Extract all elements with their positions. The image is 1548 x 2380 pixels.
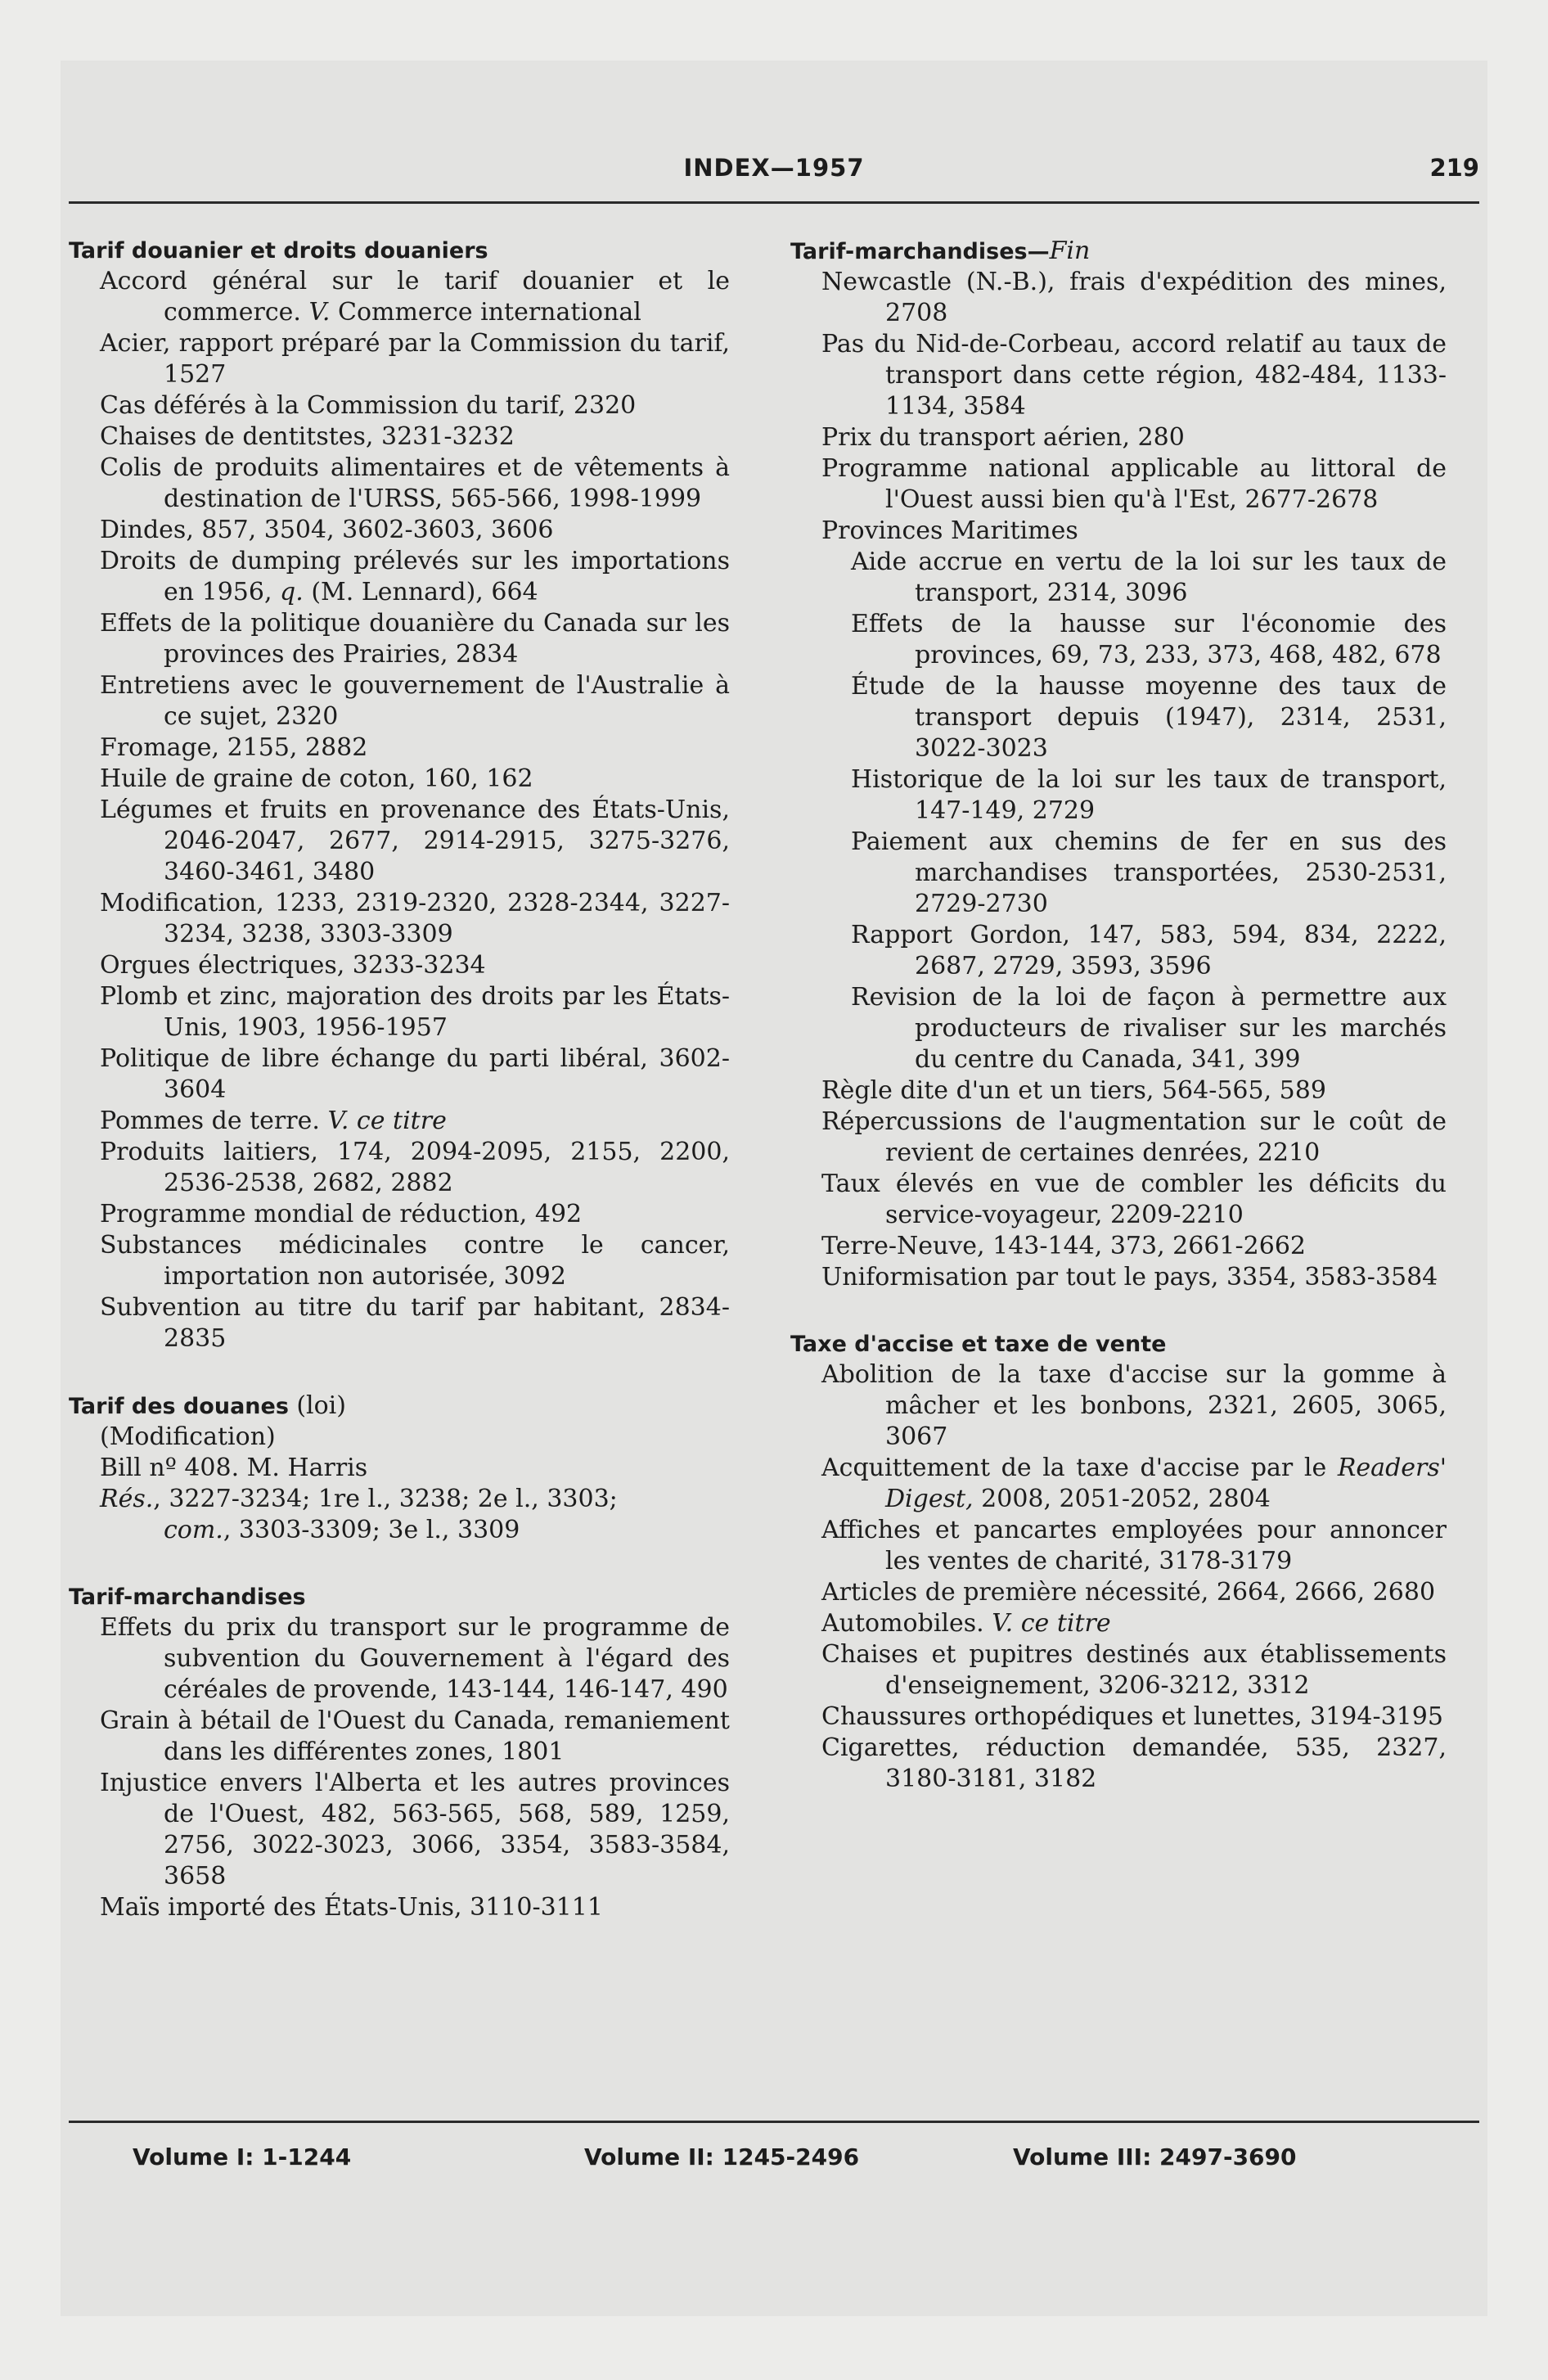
index-entry: Modification, 1233, 2319-2320, 2328-2344, 3227-3234, 3238, 3303-3309 xyxy=(100,889,730,949)
index-entry: Terre-Neuve, 143-144, 373, 2661-2662 xyxy=(821,1232,1307,1260)
volume-range: Volume I: 1-1244 xyxy=(133,2143,352,2170)
index-entry: Acquittement de la taxe d'accise par le Readers' Digest, 2008, 2051-2052, 2804 xyxy=(821,1454,1447,1513)
volume-range: Volume II: 1245-2496 xyxy=(584,2143,860,2170)
index-subentry: Étude de la hausse moyenne des taux de transport depuis (1947), 2314, 2531, 3022-3023 xyxy=(851,672,1447,763)
index-subentry: Rapport Gordon, 147, 583, 594, 834, 2222, 2687, 2729, 3593, 3596 xyxy=(851,921,1447,980)
volume-range: Volume III: 2497-3690 xyxy=(1013,2143,1297,2170)
index-entry: Injustice envers l'Alberta et les autres provinces de l'Ouest, 482, 563-565, 568, 589, 1259, 2756, 3022-3023, 3066, 3354, 3583-3584, 3658 xyxy=(100,1769,730,1891)
index-entry: Uniformisation par tout le pays, 3354, 3583-3584 xyxy=(821,1263,1438,1291)
footer-rule xyxy=(69,2121,1479,2123)
index-entry: Plomb et zinc, majoration des droits par les États-Unis, 1903, 1956-1957 xyxy=(100,982,730,1042)
index-entry: Acier, rapport préparé par la Commission du tarif, 1527 xyxy=(100,329,730,389)
index-entry: Provinces Maritimes xyxy=(821,516,1078,545)
index-entry: Pommes de terre. V. ce titre xyxy=(100,1107,447,1135)
section-heading-tarif-marchandises-fin: Tarif-marchandises—Fin xyxy=(790,237,1091,265)
index-entry: Règle dite d'un et un tiers, 564-565, 589 xyxy=(821,1076,1326,1105)
index-entry: Programme national applicable au littoral de l'Ouest aussi bien qu'à l'Est, 2677-2678 xyxy=(821,454,1447,514)
index-entry: Abolition de la taxe d'accise sur la gomme à mâcher et les bonbons, 2321, 2605, 3065, 3067 xyxy=(821,1360,1447,1451)
index-entry: (Modification) xyxy=(100,1422,276,1451)
index-page xyxy=(61,61,1487,2316)
index-subentry: Paiement aux chemins de fer en sus des marchandises transportées, 2530-2531, 2729-2730 xyxy=(851,827,1447,918)
index-entry: Entretiens avec le gouvernement de l'Australie à ce sujet, 2320 xyxy=(100,671,730,731)
index-entry: Accord général sur le tarif douanier et le commerce. V. Commerce international xyxy=(100,267,730,327)
index-entry: Dindes, 857, 3504, 3602-3603, 3606 xyxy=(100,516,554,544)
index-entry: Newcastle (N.-B.), frais d'expédition des mines, 2708 xyxy=(821,268,1447,327)
index-entry: Substances médicinales contre le cancer, importation non autorisée, 3092 xyxy=(100,1231,730,1291)
index-entry: Automobiles. V. ce titre xyxy=(821,1609,1111,1638)
left-column xyxy=(69,236,730,1923)
index-entry: Politique de libre échange du parti libéral, 3602-3604 xyxy=(100,1044,730,1104)
index-subentry: Aide accrue en vertu de la loi sur les taux de transport, 2314, 3096 xyxy=(851,548,1447,607)
index-subentry: Historique de la loi sur les taux de transport, 147-149, 2729 xyxy=(851,765,1447,825)
index-entry: Rés., 3227-3234; 1re l., 3238; 2e l., 3303; xyxy=(100,1485,618,1513)
index-entry: Huile de graine de coton, 160, 162 xyxy=(100,764,533,793)
index-entry: Prix du transport aérien, 280 xyxy=(821,423,1185,452)
index-entry: Chaises et pupitres destinés aux établissements d'enseignement, 3206-3212, 3312 xyxy=(821,1640,1447,1700)
index-entry: Chaussures orthopédiques et lunettes, 3194-3195 xyxy=(821,1702,1443,1731)
index-entry: Articles de première nécessité, 2664, 2666, 2680 xyxy=(821,1578,1436,1607)
index-entry: Taux élevés en vue de combler les déficits du service-voyageur, 2209-2210 xyxy=(821,1170,1447,1229)
index-entry: Grain à bétail de l'Ouest du Canada, remaniement dans les différentes zones, 1801 xyxy=(100,1706,730,1766)
page-header xyxy=(69,152,1479,204)
index-entry: Subvention au titre du tarif par habitant, 2834-2835 xyxy=(100,1293,730,1353)
section-heading-taxe-accise: Taxe d'accise et taxe de vente xyxy=(790,1332,1167,1357)
index-entry: Affiches et pancartes employées pour annoncer les ventes de charité, 3178-3179 xyxy=(821,1516,1447,1575)
index-entry: Effets de la politique douanière du Canada sur les provinces des Prairies, 2834 xyxy=(100,609,730,669)
index-entry: Droits de dumping prélevés sur les importations en 1956, q. (M. Lennard), 664 xyxy=(100,547,730,606)
index-entry: Légumes et fruits en provenance des États-Unis, 2046-2047, 2677, 2914-2915, 3275-3276, 3460-3461, 3480 xyxy=(100,796,730,886)
index-entry: Répercussions de l'augmentation sur le coût de revient de certaines denrées, 2210 xyxy=(821,1107,1447,1167)
index-entry: Colis de produits alimentaires et de vêtements à destination de l'URSS, 565-566, 1998-1999 xyxy=(100,453,730,513)
index-entry: Bill nº 408. M. Harris xyxy=(100,1454,368,1482)
index-entry: Fromage, 2155, 2882 xyxy=(100,733,368,762)
index-entry: Orgues électriques, 3233-3234 xyxy=(100,951,486,980)
index-entry: Cigarettes, réduction demandée, 535, 2327, 3180-3181, 3182 xyxy=(821,1733,1447,1793)
index-entry: Pas du Nid-de-Corbeau, accord relatif au taux de transport dans cette région, 482-484, 1133-1134, 3584 xyxy=(821,330,1447,421)
running-title: INDEX—1957 xyxy=(683,154,865,182)
index-entry: Produits laitiers, 174, 2094-2095, 2155, 2200, 2536-2538, 2682, 2882 xyxy=(100,1138,730,1197)
index-entry: Cas déférés à la Commission du tarif, 2320 xyxy=(100,391,637,420)
index-entry: Effets du prix du transport sur le programme de subvention du Gouvernement à l'égard des céréales de provende, 143-144, 146-147, 490 xyxy=(100,1613,730,1704)
index-entry: Maïs importé des États-Unis, 3110-3111 xyxy=(100,1893,603,1922)
section-heading-tarif-douanes: Tarif des douanes (loi) xyxy=(69,1391,346,1420)
section-heading-tarif-douanier: Tarif douanier et droits douaniers xyxy=(69,238,488,264)
index-entry: Programme mondial de réduction, 492 xyxy=(100,1200,583,1228)
right-column xyxy=(790,236,1447,1795)
index-subentry: Revision de la loi de façon à permettre aux producteurs de rivaliser sur les marchés du centre du Canada, 341, 399 xyxy=(851,983,1447,1074)
index-entry: com., 3303-3309; 3e l., 3309 xyxy=(164,1516,520,1544)
section-heading-tarif-marchandises: Tarif-marchandises xyxy=(69,1584,306,1610)
index-subentry: Effets de la hausse sur l'économie des provinces, 69, 73, 233, 373, 468, 482, 678 xyxy=(851,610,1447,669)
page-number: 219 xyxy=(1429,154,1479,182)
index-entry: Chaises de dentitstes, 3231-3232 xyxy=(100,422,515,451)
